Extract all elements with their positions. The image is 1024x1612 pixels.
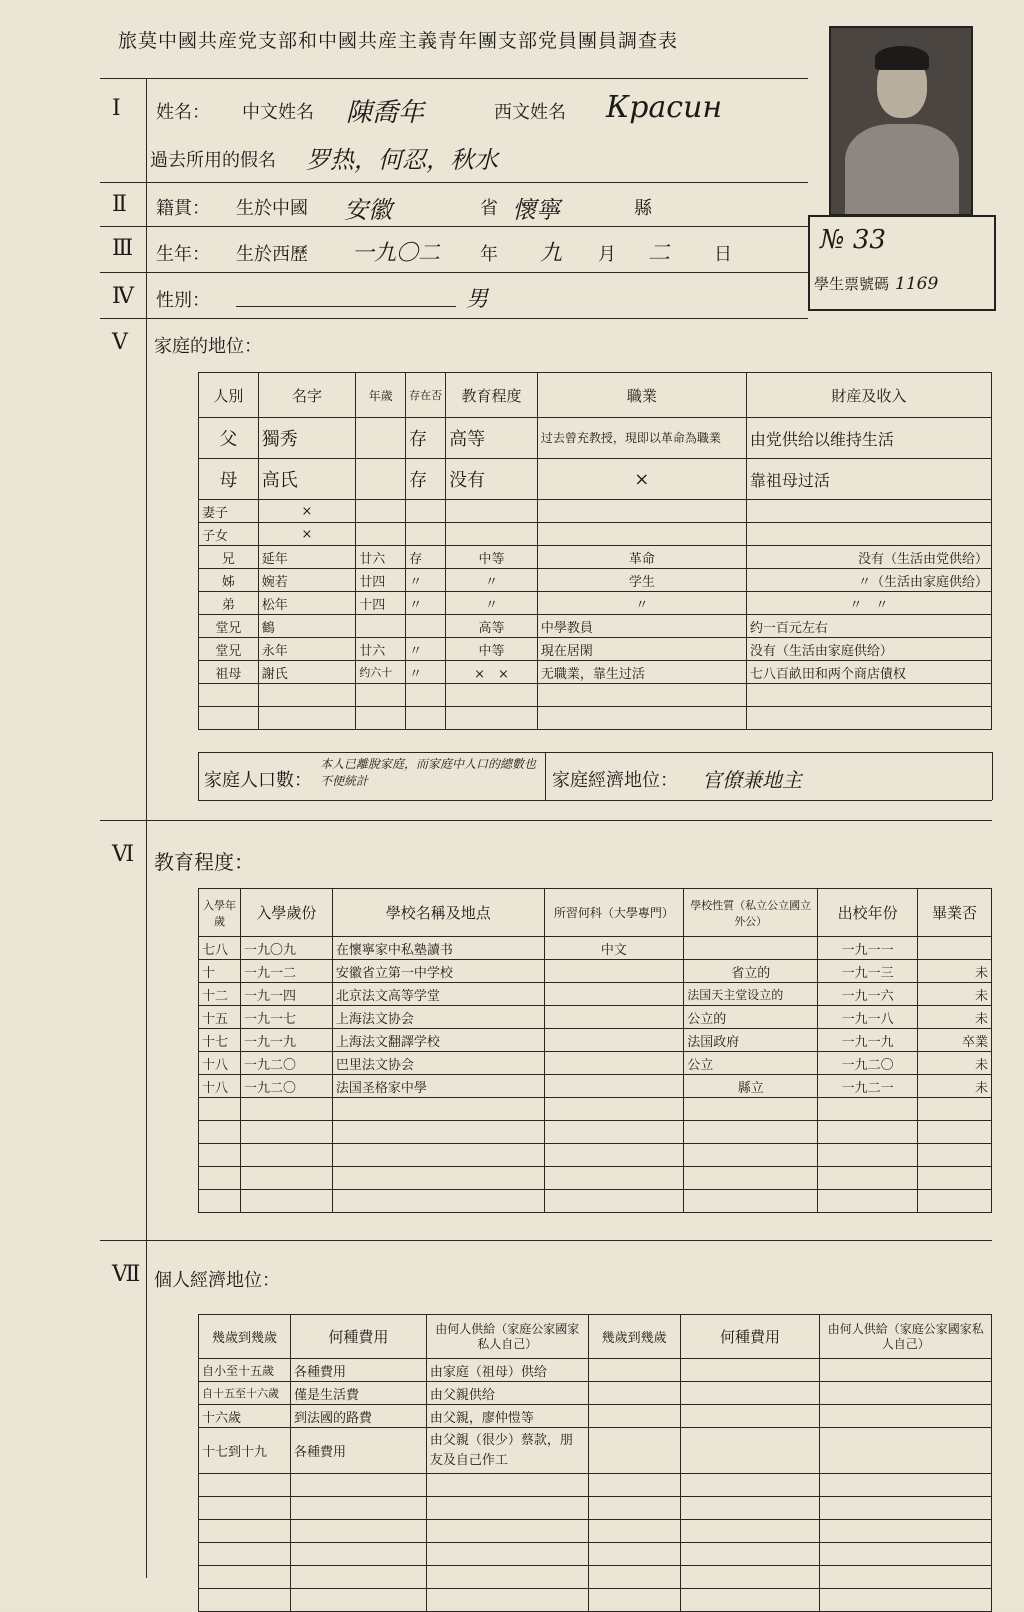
col-header: 由何人供給（家庭公家國家私人自己）	[426, 1315, 588, 1359]
table-row: 自十五至十六歲 僅是生活費 由父親供给	[199, 1382, 992, 1405]
cell: 一九一四	[240, 983, 332, 1006]
born-china-label: 生於中國	[236, 198, 308, 219]
photo-body	[845, 124, 959, 214]
table-header	[199, 1315, 992, 1359]
household-count-label: 家庭人口數：	[204, 770, 312, 791]
cell: 〃	[446, 592, 538, 615]
cell: 延年	[258, 546, 355, 569]
cell: 〃	[537, 592, 746, 615]
alias-value: 罗热，何忍，秋水	[306, 146, 498, 174]
cell	[406, 523, 446, 546]
table-row	[199, 1589, 992, 1612]
cell	[356, 684, 406, 707]
section-num: Ⅶ	[112, 1262, 141, 1287]
col-header: 人別	[199, 373, 259, 418]
rule	[100, 78, 808, 79]
col-header: 職業	[537, 373, 746, 418]
cell: ×	[537, 459, 746, 500]
cell: 七八百畝田和两个商店債权	[746, 661, 991, 684]
cell: 未	[918, 960, 992, 983]
cell: 存	[406, 459, 446, 500]
cell: 公立	[684, 1052, 818, 1075]
alias-label: 過去所用的假名	[150, 150, 276, 171]
month-unit: 月	[598, 244, 616, 265]
cell: 婉若	[258, 569, 355, 592]
cell: 一九一九	[240, 1029, 332, 1052]
cell: 十二	[199, 983, 241, 1006]
cell	[544, 1075, 684, 1098]
name-label: 姓名：	[156, 102, 210, 123]
cell: 革命	[537, 546, 746, 569]
table-row	[199, 569, 992, 592]
table-row	[199, 546, 992, 569]
cell	[356, 459, 406, 500]
family-label: 家庭的地位：	[154, 336, 262, 357]
cell: ×	[258, 500, 355, 523]
cell: 高氏	[258, 459, 355, 500]
cn-name-label: 中文姓名	[242, 102, 314, 123]
cell: 过去曾充教授，現即以革命為職業	[537, 418, 746, 459]
cell	[446, 523, 538, 546]
cell	[446, 684, 538, 707]
cell: 弟	[199, 592, 259, 615]
cell	[544, 983, 684, 1006]
cell: 一九一九	[818, 1029, 918, 1052]
col-header: 所習何科（大學專門）	[544, 889, 684, 937]
table-row	[199, 1497, 992, 1520]
table-row	[199, 1520, 992, 1543]
cell: 一九一二	[240, 960, 332, 983]
cell	[356, 500, 406, 523]
born-west-label: 生於西歷	[236, 244, 308, 265]
cell: 未	[918, 983, 992, 1006]
table-header	[199, 889, 992, 937]
cell	[537, 684, 746, 707]
cell	[406, 500, 446, 523]
table-row	[199, 638, 992, 661]
table-row	[199, 1098, 992, 1121]
cell: 一九一一	[818, 937, 918, 960]
cell: 省立的	[684, 960, 818, 983]
birth-day: 二	[648, 241, 671, 266]
cell	[746, 523, 991, 546]
col-header: 名字	[258, 373, 355, 418]
rule	[198, 752, 199, 800]
student-ticket: 學生票號碼 1169	[814, 274, 939, 294]
cell: 鶴	[258, 615, 355, 638]
table-row	[199, 1144, 992, 1167]
cell: 靠祖母过活	[746, 459, 991, 500]
cell	[544, 960, 684, 983]
cell: 法国圣格家中學	[332, 1075, 544, 1098]
family-economy-label: 家庭經濟地位：	[552, 770, 678, 791]
cell: 〃（生活由家庭供给）	[746, 569, 991, 592]
col-header: 存在否	[406, 373, 446, 418]
cell: 一九二一	[818, 1075, 918, 1098]
cell: 未	[918, 1075, 992, 1098]
section-num: Ⅱ	[112, 192, 127, 217]
col-header: 幾歲到幾歲	[199, 1315, 291, 1359]
table-row: 自小至十五歲 各種費用 由家庭（祖母）供给	[199, 1359, 992, 1382]
table-row: 十七到十九 各種費用 由父親（很少）蔡款，朋友及自己作工	[199, 1428, 992, 1474]
table-row	[199, 1190, 992, 1213]
cell	[537, 523, 746, 546]
table-row: 十六歲 到法國的路費 由父親，廖仲愷等	[199, 1405, 992, 1428]
family-economy-value: 官僚兼地主	[702, 768, 802, 792]
cell: 〃 〃	[746, 592, 991, 615]
rule	[198, 752, 992, 753]
table-row	[199, 592, 992, 615]
table-row	[199, 418, 992, 459]
cell: 一九一三	[818, 960, 918, 983]
id-box	[808, 215, 996, 311]
cell: 一九〇九	[240, 937, 332, 960]
education-table	[198, 888, 992, 1213]
col-header: 何種費用	[680, 1315, 820, 1359]
birth-month: 九	[540, 241, 563, 266]
cell: 上海法文协会	[332, 1006, 544, 1029]
cell: 一九一六	[818, 983, 918, 1006]
section-num: Ⅵ	[112, 842, 135, 867]
cell: 未	[918, 1006, 992, 1029]
rule	[100, 820, 992, 821]
rule	[100, 226, 808, 227]
cell: 十七	[199, 1029, 241, 1052]
cell: 法国天主堂设立的	[684, 983, 818, 1006]
col-header: 學校名稱及地点	[332, 889, 544, 937]
table-row	[199, 1029, 992, 1052]
cell: 一九二〇	[240, 1052, 332, 1075]
member-number: № 33	[820, 225, 886, 255]
cell: 謝氏	[258, 661, 355, 684]
col-header: 教育程度	[446, 373, 538, 418]
cell: 縣立	[684, 1075, 818, 1098]
birth-label: 生年：	[156, 244, 210, 265]
section-num: Ⅰ	[112, 96, 121, 121]
rule	[545, 752, 546, 800]
col-header: 入學年歲	[199, 889, 241, 937]
sex-underline	[236, 306, 456, 307]
cell: 存	[406, 546, 446, 569]
cell: 祖母	[199, 661, 259, 684]
education-label: 教育程度：	[154, 850, 254, 874]
cell: 没有	[446, 459, 538, 500]
birth-year: 一九〇二	[352, 241, 441, 266]
cell: 母	[199, 459, 259, 500]
cell: 廿六	[356, 638, 406, 661]
cell: ×	[258, 523, 355, 546]
col-header: 由何人供給（家庭公家國家私人自己）	[820, 1315, 992, 1359]
table-row	[199, 707, 992, 730]
cell	[258, 684, 355, 707]
cell: 〃	[406, 569, 446, 592]
table-row	[199, 1167, 992, 1190]
cell: 廿四	[356, 569, 406, 592]
household-count-value: 本人已離脫家庭，而家庭中人口的總數也不便統計	[320, 757, 537, 788]
personal-economy-label: 個人經濟地位：	[154, 1270, 280, 1291]
cell: 子女	[199, 523, 259, 546]
table-row	[199, 1052, 992, 1075]
cell	[918, 937, 992, 960]
cell	[406, 684, 446, 707]
table-row	[199, 1006, 992, 1029]
table-row	[199, 459, 992, 500]
rule	[100, 272, 808, 273]
cell: 七八	[199, 937, 241, 960]
cell: 存	[406, 418, 446, 459]
sex-label: 性別：	[156, 290, 210, 311]
cell: 十四	[356, 592, 406, 615]
rule	[198, 800, 992, 801]
cell: 一九一七	[240, 1006, 332, 1029]
cell: 高等	[446, 615, 538, 638]
table-row	[199, 937, 992, 960]
cell	[537, 500, 746, 523]
cell: 在懷寧家中私塾讀书	[332, 937, 544, 960]
sex-value: 男	[466, 287, 489, 312]
cell	[199, 684, 259, 707]
cell: 没有（生活由党供给）	[746, 546, 991, 569]
cell: 约一百元左右	[746, 615, 991, 638]
native-label: 籍貫：	[156, 198, 210, 219]
cell: 未	[918, 1052, 992, 1075]
cell	[684, 937, 818, 960]
economy-table	[198, 1314, 992, 1612]
rule	[146, 78, 147, 1578]
table-row	[199, 1121, 992, 1144]
table-row	[199, 615, 992, 638]
cell: 法国政府	[684, 1029, 818, 1052]
cell: 卒業	[918, 1029, 992, 1052]
cell	[356, 523, 406, 546]
county-value: 懷寧	[512, 196, 560, 224]
cell: 〃	[406, 592, 446, 615]
cell: 父	[199, 418, 259, 459]
cell	[746, 684, 991, 707]
cell: 永年	[258, 638, 355, 661]
cell: 中等	[446, 638, 538, 661]
cell	[356, 615, 406, 638]
portrait-photo	[829, 26, 973, 216]
cell: 北京法文高等学堂	[332, 983, 544, 1006]
cell: 上海法文翻譯学校	[332, 1029, 544, 1052]
col-header: 何種費用	[290, 1315, 426, 1359]
form-title: 旅莫中國共産党支部和中國共産主義青年團支部党員團員調查表	[118, 30, 679, 52]
cell: 无職業，靠生过活	[537, 661, 746, 684]
cell: 由党供给以维持生活	[746, 418, 991, 459]
table-row	[199, 661, 992, 684]
table-row	[199, 523, 992, 546]
col-header: 出校年份	[818, 889, 918, 937]
table-row	[199, 1075, 992, 1098]
table-row	[199, 500, 992, 523]
table-row	[199, 1566, 992, 1589]
table-row	[199, 983, 992, 1006]
cell	[446, 500, 538, 523]
cell	[406, 615, 446, 638]
cell: 中等	[446, 546, 538, 569]
county-unit: 縣	[634, 198, 652, 219]
col-header: 年歲	[356, 373, 406, 418]
cell	[746, 500, 991, 523]
cell: 十	[199, 960, 241, 983]
cell: 十五	[199, 1006, 241, 1029]
section-num: Ⅴ	[112, 330, 128, 355]
rule	[100, 318, 808, 319]
cell	[544, 1006, 684, 1029]
cell: 十八	[199, 1052, 241, 1075]
table-header	[199, 373, 992, 418]
table-row	[199, 960, 992, 983]
col-header: 入學歲份	[240, 889, 332, 937]
cell: 安徽省立第一中学校	[332, 960, 544, 983]
province-unit: 省	[480, 198, 498, 219]
rule	[100, 182, 808, 183]
table-row	[199, 1474, 992, 1497]
cell: 堂兄	[199, 615, 259, 638]
year-unit: 年	[480, 244, 498, 265]
col-header: 財産及收入	[746, 373, 991, 418]
cell: 公立的	[684, 1006, 818, 1029]
cell: 十八	[199, 1075, 241, 1098]
cell: 松年	[258, 592, 355, 615]
cell: 一九二〇	[240, 1075, 332, 1098]
cell: 堂兄	[199, 638, 259, 661]
rule	[100, 1240, 992, 1241]
province-value: 安徽	[344, 196, 392, 224]
day-unit: 日	[714, 244, 732, 265]
cell: 一九二〇	[818, 1052, 918, 1075]
table-row	[199, 684, 992, 707]
photo-hair	[875, 46, 929, 70]
cell: 兄	[199, 546, 259, 569]
section-num: Ⅳ	[112, 284, 134, 309]
cell: 约六十	[356, 661, 406, 684]
cell: 中學教員	[537, 615, 746, 638]
cell: 現在居閑	[537, 638, 746, 661]
cell	[544, 1029, 684, 1052]
section-num: Ⅲ	[112, 236, 134, 261]
cell: 高等	[446, 418, 538, 459]
cell	[356, 418, 406, 459]
family-table	[198, 372, 992, 730]
cell: 妻子	[199, 500, 259, 523]
rule	[992, 752, 993, 800]
cell: 〃	[406, 638, 446, 661]
cell: 巴里法文协会	[332, 1052, 544, 1075]
west-name-label: 西文姓名	[494, 102, 566, 123]
cell: 廿六	[356, 546, 406, 569]
cell: 姊	[199, 569, 259, 592]
cell	[544, 1052, 684, 1075]
west-name-value: Красин	[606, 90, 723, 125]
table-row	[199, 1543, 992, 1566]
cell: × ×	[446, 661, 538, 684]
col-header: 畢業否	[918, 889, 992, 937]
cell: 〃	[446, 569, 538, 592]
cell: 一九一八	[818, 1006, 918, 1029]
cn-name-value: 陳喬年	[346, 98, 425, 128]
cell: 〃	[406, 661, 446, 684]
col-header: 幾歲到幾歲	[588, 1315, 680, 1359]
cell: 獨秀	[258, 418, 355, 459]
col-header: 學校性質（私立公立國立外公）	[684, 889, 818, 937]
cell: 学生	[537, 569, 746, 592]
cell: 中文	[544, 937, 684, 960]
cell: 没有（生活由家庭供给）	[746, 638, 991, 661]
